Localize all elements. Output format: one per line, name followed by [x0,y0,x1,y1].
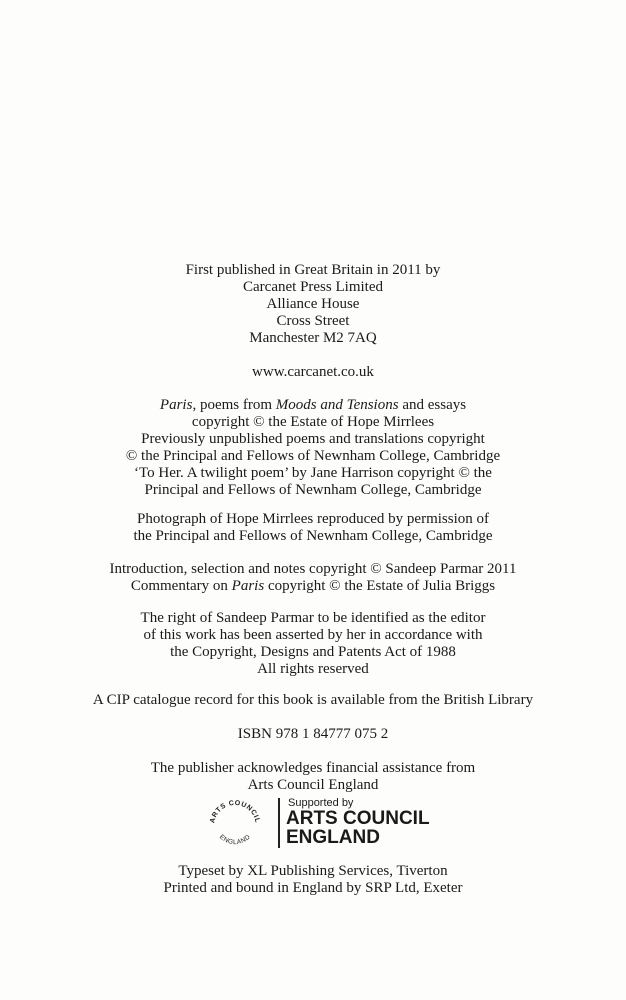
introduction-line-1: Introduction, selection and notes copyright © Sandeep Parmar 2011 [109,561,517,577]
arts-council-seal-icon [200,794,270,854]
acknowledgement-line-2: Arts Council England [247,777,379,793]
isbn-line [0,726,626,743]
logo-divider [278,798,280,848]
first-published-line: First published in Great Britain in 2011 by [185,262,441,278]
arts-council-name-2: ENGLAND [286,827,380,848]
cip-text: A CIP catalogue record for this book is available from the British Library [92,692,534,708]
typeset-line-1: Typeset by XL Publishing Services, Tiverton [178,863,448,879]
seal-bottom-text: ENGLAND [218,833,253,847]
copyright-line-5: ‘To Her. A twilight poem’ by Jane Harrison copyright © the [134,465,492,481]
copyright-line-4: © the Principal and Fellows of Newnham College, Cambridge [125,448,501,464]
rights-line-4: All rights reserved [257,661,369,677]
photograph-line-1: Photograph of Hope Mirrlees reproduced by permission of [136,511,489,527]
copyright-line-1: Paris, poems from Moods and Tensions and essays [159,397,467,413]
copyright-line-6: Principal and Fellows of Newnham College, Cambridge [144,482,482,498]
website-line [0,364,626,381]
acknowledgement-line-1: The publisher acknowledges financial assistance from [150,760,476,776]
introduction-block [0,561,626,595]
rights-block [0,610,626,678]
rights-line-1: The right of Sandeep Parmar to be identified as the editor [140,610,486,626]
introduction-line-2: Commentary on Paris copyright © the Estate of Julia Briggs [130,578,496,594]
publisher-city: Manchester M2 7AQ [249,330,377,346]
svg-text:ARTS COUNCIL [209,800,261,824]
copyrights-block [0,397,626,499]
arts-council-logo [200,794,440,854]
isbn-text: ISBN 978 1 84777 075 2 [237,726,389,742]
seal-top-text: ARTS COUNCIL [209,799,261,824]
title-paris: Paris [159,397,193,413]
photograph-block [0,511,626,545]
publisher-website: www.carcanet.co.uk [252,364,374,380]
copyright-line-3: Previously unpublished poems and translations copyright [141,431,485,447]
acknowledgement-block [0,760,626,794]
publisher-name: Carcanet Press Limited [243,279,383,295]
publisher-block [0,262,626,347]
title-paris-2: Paris [231,578,265,594]
publisher-building: Alliance House [266,296,360,312]
typeset-line-2: Printed and bound in England by SRP Ltd, Exeter [163,880,463,896]
copyright-line-2: copyright © the Estate of Hope Mirrlees [191,414,435,430]
typeset-block [0,863,626,897]
title-moods-and-tensions: Moods and Tensions [275,397,399,413]
svg-text:ENGLAND [218,833,252,846]
cip-line [0,692,626,709]
publisher-street: Cross Street [276,313,350,329]
arts-council-name-1: ARTS COUNCIL [286,808,430,829]
rights-line-3: the Copyright, Designs and Patents Act of 1988 [170,644,456,660]
rights-line-2: of this work has been asserted by her in accordance with [143,627,483,643]
photograph-line-2: the Principal and Fellows of Newnham College, Cambridge [133,528,493,544]
supported-by-label: Supported by [288,797,354,809]
